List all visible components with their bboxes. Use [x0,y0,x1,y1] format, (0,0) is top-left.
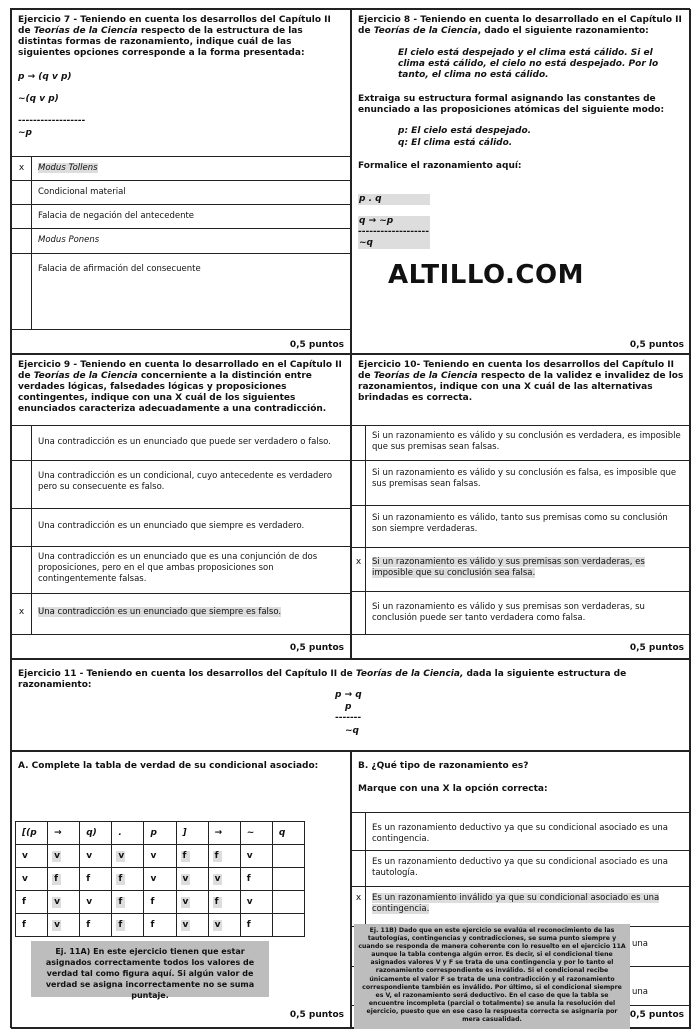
option-mark[interactable] [12,181,32,204]
option-row[interactable] [12,508,350,546]
table-cell: . [112,822,144,845]
table-cell: v [240,845,272,868]
option-text: Si un razonamiento es válido y su conclusión es falsa, es imposible que sus premisas sean falsas. [372,468,677,489]
table-cell[interactable]: v [48,914,80,937]
table-cell: v [144,845,176,868]
table-cell: v [16,868,48,891]
instruction-text: Extraiga su estructura formal asignando las constantes de enunciado a las proposiciones atómicas del siguiente modo: [358,94,665,115]
argument-premise-2: p [345,702,352,712]
option-text: Una contradicción es un enunciado que siempre es verdadero. [38,521,305,531]
option-mark[interactable] [12,509,32,546]
table-cell[interactable]: v [48,891,80,914]
exercise-9 [11,354,351,659]
option-text: Es un razonamiento inválido ya que su condicional asociado es una contingencia. [372,893,660,914]
table-cell: → [48,822,80,845]
option-row[interactable] [352,547,690,591]
option-mark[interactable] [12,205,32,228]
table-cell: ] [176,822,208,845]
table-cell[interactable]: f [176,845,208,868]
table-cell: v [80,845,112,868]
option-mark[interactable]: x [352,887,366,926]
option-text: Una contradicción es un enunciado que puede ser verdadero o falso. [38,437,331,447]
option-row[interactable] [352,812,690,850]
option-mark[interactable] [12,229,32,253]
option-row[interactable] [12,460,350,508]
option-text: Si un razonamiento es válido y su conclusión es verdadera, es imposible que sus premisas sean falsas. [372,431,681,452]
exam-page [10,8,690,1028]
premise-2: ~(q v p) [18,94,59,104]
option-mark[interactable] [12,461,32,508]
table-cell [272,914,304,937]
option-row[interactable] [352,425,690,460]
option-mark[interactable] [12,547,32,593]
option-mark[interactable]: x [12,157,32,180]
grading-note-b: Ej. 11B) Dado que en este ejercicio se evalúa el reconocimiento de las tautologías, contingencias y contradicciones, se suma punto siempre y cuando se responda de manera coherente con lo resuelto en el ejercicio 11A aunque la tabla contenga algún error. Es decir, si el condicional tiene asignados valores V y F se trata de una contingencia y por lo tanto el razonamiento correspondiente es inválido. Si el condicional recibe únicamente el valor F se trata de una contradicción y el razonamiento correspondiente también es inválido. Por último, si el condicional siempre es V, el razonamiento será deductivo. En el caso de que la tabla se encuentre incompleta (parcial o totalmente) se anula la resolución del ejercicio, puesto que en ese caso la respuesta correcta se asignaría por mera casualidad. [354,924,630,1029]
argument-conclusion: ~q [345,726,359,736]
option-mark[interactable] [352,426,366,460]
argument-text: El cielo está despejado y el clima está cálido. Si el clima está cálido, el cielo no está despejado. Por lo tanto, el clima no está cálido. [398,48,659,80]
option-text: Una contradicción es un condicional, cuyo antecedente es verdadero pero su consecuente es falso. [38,471,333,492]
option-mark[interactable] [352,592,366,634]
option-mark[interactable] [12,254,32,329]
table-cell: ~ [240,822,272,845]
table-cell: v [16,845,48,868]
points: 0,5 puntos [289,340,344,350]
exercise-8 [351,9,691,354]
table-cell: v [240,891,272,914]
option-mark[interactable]: x [12,594,32,634]
option-text: Falacia de negación del antecedente [38,211,195,221]
constant-p: p: El cielo está despejado. [398,126,532,136]
table-cell[interactable]: f [208,845,240,868]
part-b-label: B. ¿Qué tipo de razonamiento es? [358,761,529,771]
table-row [16,914,305,937]
option-row[interactable] [12,156,350,180]
option-text: Es un razonamiento deductivo ya que su condicional asociado es una contingencia. [372,823,668,844]
option-row[interactable] [12,593,350,635]
part-b-instruction: Marque con una X la opción correcta: [358,784,548,794]
conclusion-line: ------------------ [18,116,86,126]
option-row[interactable] [12,228,350,253]
option-row[interactable] [12,180,350,204]
table-cell[interactable]: f [112,868,144,891]
table-cell: f [16,891,48,914]
formal-line: ------------------- [358,227,429,237]
option-text: Falacia de afirmación del consecuente [38,264,201,274]
conclusion: ~p [18,128,32,138]
exercise-11 [11,659,691,751]
exercise-11-heading: Ejercicio 11 - Teniendo en cuenta los desarrollos del Capítulo II de Teorías de la Ciencia, dada la siguiente estructura de razonamiento: [18,669,627,690]
table-cell: p [144,822,176,845]
argument-line: ------- [335,713,362,723]
table-cell: f [240,868,272,891]
option-mark[interactable] [12,426,32,460]
constant-q: q: El clima está cálido. [398,138,513,148]
table-cell[interactable]: f [112,891,144,914]
table-cell[interactable]: v [208,868,240,891]
exercise-8-heading: Ejercicio 8 - Teniendo en cuenta lo desarrollado en el Capítulo II de Teorías de la Ciencia, dado el siguiente razonamiento: [358,15,682,36]
points: 0,5 puntos [629,340,684,350]
table-cell[interactable]: f [112,914,144,937]
option-mark[interactable] [352,506,366,547]
option-mark[interactable]: x [352,548,366,591]
points: 0,5 puntos [289,643,344,653]
table-cell [272,868,304,891]
table-cell[interactable]: f [208,891,240,914]
option-row[interactable] [352,850,690,886]
option-row[interactable] [352,591,690,635]
table-cell [272,845,304,868]
table-cell [272,891,304,914]
formal-premise-1: p . q [358,194,430,205]
points: 0,5 puntos [629,1010,684,1020]
option-mark[interactable] [352,813,366,850]
option-text: Es un razonamiento deductivo ya que su condicional asociado es una tautología. [372,857,668,878]
table-cell: f [80,868,112,891]
table-cell[interactable]: v [208,914,240,937]
table-cell: → [208,822,240,845]
table-cell: f [80,914,112,937]
exercise-10 [351,354,691,659]
option-text: Si un razonamiento es válido y sus premisas son verdaderas, es imposible que su conclusión sea falsa. [372,557,645,578]
option-text: una [632,987,648,997]
option-mark[interactable] [352,461,366,505]
option-row[interactable] [12,425,350,460]
altillo-logo: ALTILLO.COM [388,260,584,290]
option-row[interactable] [12,546,350,593]
option-text: una [632,939,648,949]
table-cell[interactable]: v [112,845,144,868]
option-row[interactable] [352,460,690,505]
table-row [16,891,305,914]
formal-premise-2: q → ~p [358,216,430,227]
grading-note-a: Ej. 11A) En este ejercicio tienen que estar asignados correctamente todos los valores de verdad tal como figura aquí. Si algún valor de verdad se asigna incorrectamente no se suma puntaje. [31,941,269,997]
part-a-label: A. Complete la tabla de verdad de su condicional asociado: [18,761,319,771]
table-cell: v [80,891,112,914]
table-cell: f [240,914,272,937]
option-text: Si un razonamiento es válido y sus premisas son verdaderas, su conclusión puede ser tanto verdadera como falsa. [372,602,645,623]
table-row [16,868,305,891]
table-cell: q [272,822,304,845]
option-row[interactable] [352,886,690,926]
exercise-7 [11,9,351,354]
table-row [16,845,305,868]
table-cell[interactable]: v [176,891,208,914]
exercise-10-heading: Ejercicio 10- Teniendo en cuenta los desarrollos del Capítulo II de Teorías de la Ciencia respecto de la validez e invalidez de los razonamientos, indique con una X cuál de las alternativas brindadas es correcta. [358,360,684,403]
truth-table [15,821,305,937]
table-cell: q) [80,822,112,845]
table-cell[interactable]: v [48,845,80,868]
option-text: Una contradicción es un enunciado que es una conjunción de dos proposiciones, pero en el que ambas proposiciones son contingentemente falsas. [38,552,318,584]
option-mark[interactable] [352,851,366,886]
points: 0,5 puntos [289,1010,344,1020]
points: 0,5 puntos [629,643,684,653]
argument-premise-1: p → q [335,690,362,700]
table-cell[interactable]: f [48,868,80,891]
table-cell[interactable]: v [176,914,208,937]
table-cell: v [144,868,176,891]
option-row[interactable] [12,204,350,228]
formal-conclusion: ~q [358,238,430,249]
option-text: Modus Tollens [38,163,98,173]
option-text: Una contradicción es un enunciado que siempre es falso. [38,607,282,617]
table-cell: f [144,891,176,914]
option-text: Condicional material [38,187,126,197]
option-row[interactable] [12,253,350,330]
premise-1: p → (q v p) [18,72,72,82]
option-text: Si un razonamiento es válido, tanto sus premisas como su conclusión son siempre verdaderas. [372,513,668,534]
option-row[interactable] [352,505,690,547]
truth-table-header [16,822,305,845]
exercise-9-heading: Ejercicio 9 - Teniendo en cuenta lo desarrollado en el Capítulo II de Teorías de la Ciencia concerniente a la distinción entre verdades lógicas, falsedades lógicas y proposiciones contingentes, indique con una X cuál de los siguientes enunciados caracteriza adecuadamente a una contradicción. [18,360,342,414]
exercise-7-heading: Ejercicio 7 - Teniendo en cuenta los desarrollos del Capítulo II de Teorías de la Ciencia respecto de la estructura de las distintas formas de razonamiento, indique cuál de las siguientes opciones corresponde a la forma presentada: [18,15,331,58]
table-cell: [(p [16,822,48,845]
formalize-label: Formalice el razonamiento aquí: [358,161,522,171]
option-text: Modus Ponens [38,235,100,245]
table-cell: f [16,914,48,937]
table-cell[interactable]: v [176,868,208,891]
table-cell: f [144,914,176,937]
